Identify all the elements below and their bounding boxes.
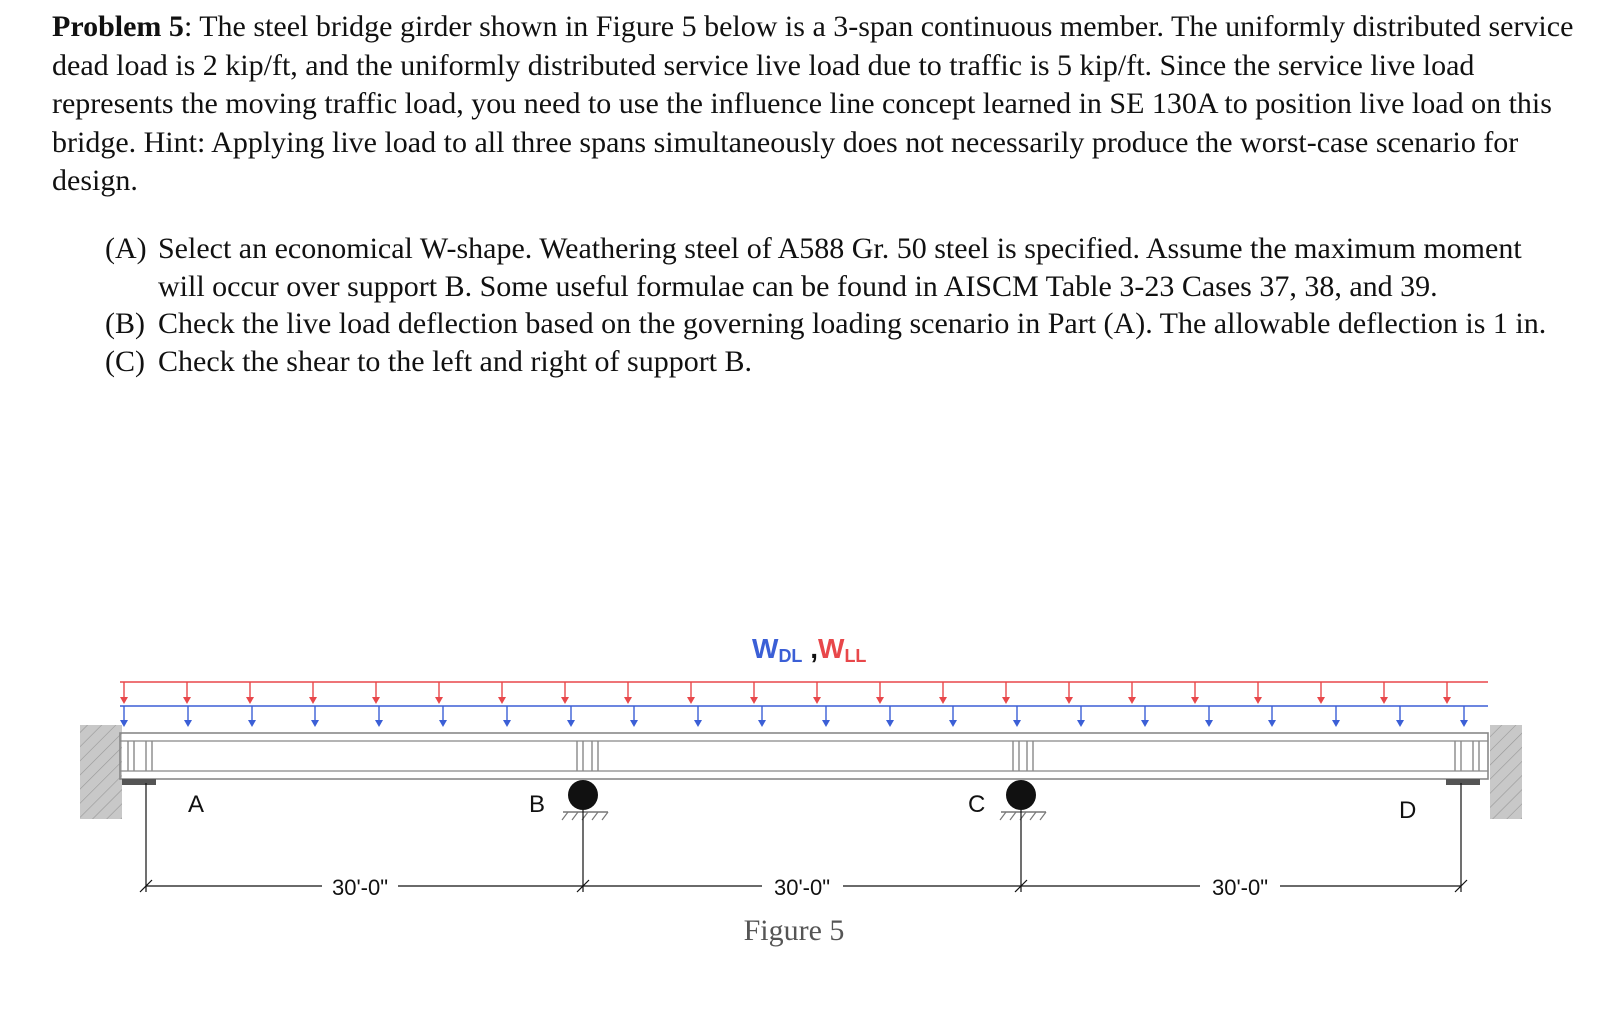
dead-load-arrow xyxy=(498,682,506,704)
dead-load-arrow xyxy=(435,682,443,704)
span-label-ab: 30'-0" xyxy=(331,875,389,900)
live-load-arrow xyxy=(248,706,256,727)
live-load-arrow xyxy=(1141,706,1149,727)
support-label-c: C xyxy=(968,791,986,818)
support-label-d: D xyxy=(1399,797,1417,824)
dead-load-arrow xyxy=(1065,682,1073,704)
dead-load-arrow xyxy=(687,682,695,704)
live-load-arrow xyxy=(1205,706,1213,727)
load-label-sep: , xyxy=(802,633,818,664)
live-load-arrow xyxy=(439,706,447,727)
dead-load-arrow xyxy=(1191,682,1199,704)
part-a xyxy=(105,230,1575,305)
load-label-w1: W xyxy=(752,633,779,664)
girder xyxy=(120,733,1488,779)
part-c-text: Check the shear to the left and right of support B. xyxy=(158,344,753,378)
live-load-arrow xyxy=(822,706,830,727)
span-label-cd: 30'-0" xyxy=(1211,875,1269,900)
live-load-arrow xyxy=(758,706,766,727)
live-load-arrow xyxy=(503,706,511,727)
dead-load-arrow xyxy=(1254,682,1262,704)
load-label-sub1: DL xyxy=(778,646,803,666)
span-label-bc: 30'-0" xyxy=(773,875,831,900)
live-load-arrow xyxy=(375,706,383,727)
live-load-arrow xyxy=(1013,706,1021,727)
part-a-text: Select an economical W-shape. Weathering steel of A588 Gr. 50 steel is specified. Assume the maximum moment will occur over support B. Some useful formulae can be found in AISCM Table 3-23 Cases 37, 38, and 39. xyxy=(158,232,1522,303)
dead-load-arrow xyxy=(309,682,317,704)
stiffener-d xyxy=(1455,741,1479,771)
dead-load-arrow xyxy=(1380,682,1388,704)
left-wall-hatch xyxy=(80,725,122,819)
live-load-arrow xyxy=(567,706,575,727)
load-label xyxy=(752,633,866,666)
dead-load-arrow xyxy=(246,682,254,704)
live-load-arrows xyxy=(120,706,1468,727)
dead-load-arrow xyxy=(372,682,380,704)
live-load-arrow xyxy=(630,706,638,727)
part-b xyxy=(105,305,1575,343)
bearing-a xyxy=(122,779,156,785)
figure-5 xyxy=(0,600,1602,1016)
figure-caption: Figure 5 xyxy=(743,914,845,947)
load-label-w2: W xyxy=(818,633,845,664)
live-load-arrow xyxy=(1460,706,1468,727)
part-b-text: Check the live load deflection based on the governing loading scenario in Part (A). The allowable deflection is 1 in. xyxy=(158,307,1547,340)
dead-load-arrow xyxy=(183,682,191,704)
dead-load-arrow xyxy=(1128,682,1136,704)
support-b-hatch xyxy=(562,812,608,820)
parts-list xyxy=(105,230,1575,380)
problem-label: Problem 5 xyxy=(52,10,184,43)
part-c xyxy=(105,343,1575,381)
dead-load-arrow xyxy=(876,682,884,704)
part-b-letter: (B) xyxy=(105,307,145,340)
dead-load-arrow xyxy=(939,682,947,704)
dead-load-arrows xyxy=(120,682,1451,704)
load-label-sub2: LL xyxy=(844,646,867,666)
live-load-arrow xyxy=(120,706,128,727)
stiffener-a xyxy=(128,741,152,771)
dead-load-arrow xyxy=(561,682,569,704)
live-load-arrow xyxy=(886,706,894,727)
right-wall-hatch xyxy=(1490,725,1522,819)
beam-diagram xyxy=(0,600,1602,1016)
live-load-arrow xyxy=(184,706,192,727)
support-label-a: A xyxy=(188,791,205,818)
dead-load-arrow xyxy=(750,682,758,704)
support-c-hatch xyxy=(1000,812,1046,820)
live-load-arrow xyxy=(694,706,702,727)
live-load-arrow xyxy=(1396,706,1404,727)
support-label-b: B xyxy=(529,791,546,818)
support-c-pin xyxy=(1006,780,1036,810)
stiffener-c xyxy=(1013,741,1033,771)
live-load-arrow xyxy=(949,706,957,727)
support-b-pin xyxy=(568,780,598,810)
dead-load-arrow xyxy=(1443,682,1451,704)
part-c-letter: (C) xyxy=(105,344,145,378)
dead-load-arrow xyxy=(624,682,632,704)
problem-text: : The steel bridge girder shown in Figure 5 below is a 3-span continuous member. The uniformly distributed service dead load is 2 kip/ft, and the uniformly distributed service live load due to traffic is 5 kip/ft. Since the service live load represents the moving traffic load, you need to use the influence line concept learned in SE 130A to position live load on this bridge. Hint: Applying live load to all three spans simultaneously does not necessarily produce the worst-case scenario for design. xyxy=(52,10,1574,197)
problem-statement xyxy=(52,8,1582,201)
stiffener-b xyxy=(577,741,598,771)
dead-load-arrow xyxy=(813,682,821,704)
live-load-arrow xyxy=(1077,706,1085,727)
dead-load-arrow xyxy=(1002,682,1010,704)
live-load-arrow xyxy=(1332,706,1340,727)
part-a-letter: (A) xyxy=(105,232,147,265)
live-load-arrow xyxy=(1268,706,1276,727)
live-load-arrow xyxy=(311,706,319,727)
dead-load-arrow xyxy=(1317,682,1325,704)
dead-load-arrow xyxy=(120,682,128,704)
bearing-d xyxy=(1446,779,1480,785)
